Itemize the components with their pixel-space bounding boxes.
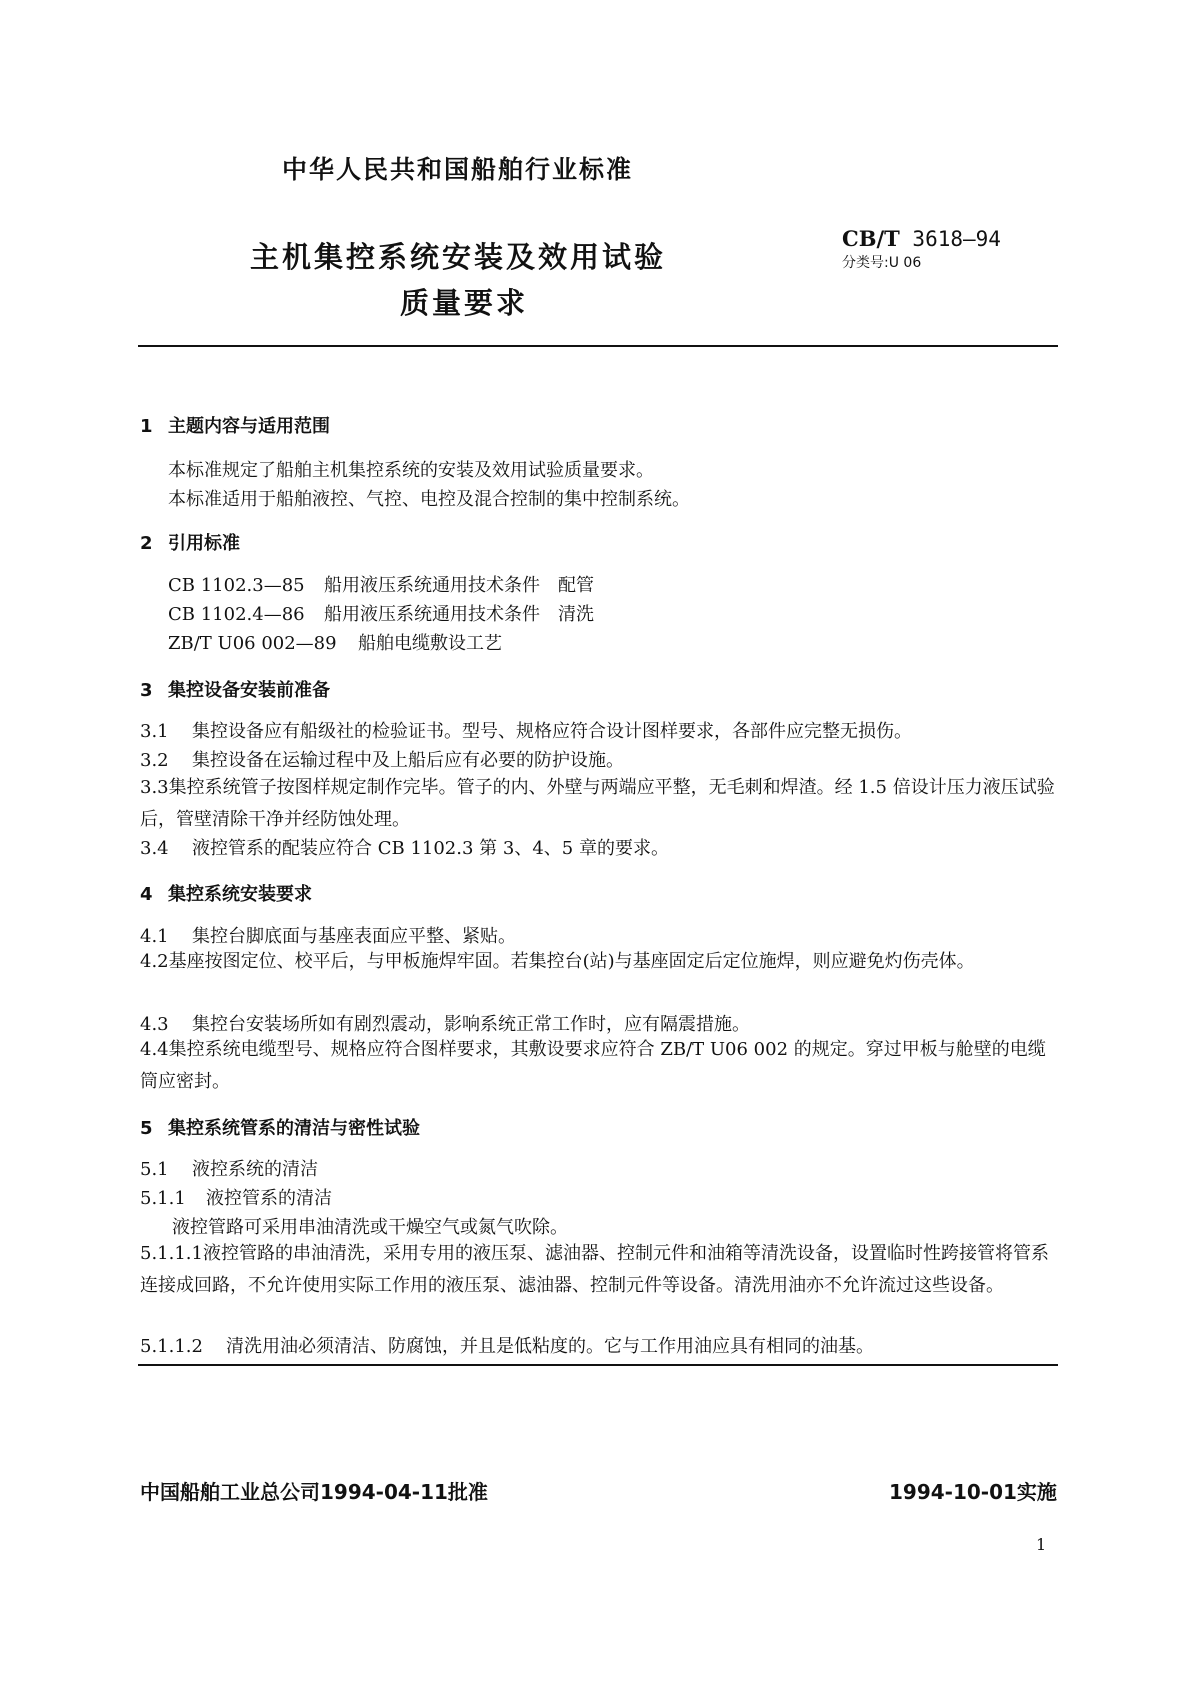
paragraph: 本标准规定了船舶主机集控系统的安装及效用试验质量要求。 [168,460,654,481]
section-4-heading [140,880,312,906]
classification-number: 分类号:U 06 [842,255,922,271]
section-title: 主题内容与适用范围 [168,416,330,437]
reference-item [168,629,502,655]
clause-number: 5.1.1.2 [140,1336,203,1357]
clause-3-1 [140,717,912,743]
section-number: 4 [140,884,153,905]
clause-text: 清洗用油必须清洁、防腐蚀，并且是低粘度的。它与工作用油应具有相同的油基。 [226,1336,874,1357]
clause-number: 3.3 [140,777,169,798]
clause-number: 3.2 [140,750,169,771]
clause-text: 液控系统的清洁 [192,1159,318,1180]
reference-name: 船用液压系统通用技术条件 [324,604,540,625]
clause-3-2 [140,746,624,772]
standard-prefix: CB/T [842,226,900,251]
clause-text: 集控设备在运输过程中及上船后应有必要的防护设施。 [192,750,624,771]
clause-text: 集控系统电缆型号、规格应符合图样要求，其敷设要求应符合 ZB/T U06 002 的规定。穿过甲板与舱壁的电缆筒应密封。 [140,1039,1046,1092]
paragraph: 液控管路可采用串油清洗或干燥空气或氮气吹除。 [172,1217,568,1238]
clause-4-4 [140,1034,1062,1098]
section-number: 3 [140,680,153,701]
clause-text: 液控管路的串油清洗，采用专用的液压泵、滤油器、控制元件和油箱等清洗设备，设置临时性跨接管将管系连接成回路，不允许使用实际工作用的液压泵、滤油器、控制元件等设备。清洗用油亦不允许流过这些设备。 [140,1243,1049,1296]
reference-part: 清洗 [558,604,594,625]
clause-text: 集控台安装场所如有剧烈震动，影响系统正常工作时，应有隔震措施。 [192,1014,750,1035]
section-number: 5 [140,1118,153,1139]
clause-number: 5.1.1.1 [140,1243,203,1264]
header-rule [138,345,1058,347]
section-1-heading [140,412,330,438]
clause-text: 基座按图定位、校平后，与甲板施焊牢固。若集控台(站)与基座固定后定位施焊，则应避免灼伤壳体。 [168,951,975,972]
approval-statement: 中国船舶工业总公司1994-04-11批准 [140,1480,488,1504]
section-number: 1 [140,416,153,437]
clause-4-3 [140,1010,750,1036]
clause-3-3 [140,772,1062,836]
clause-4-2 [140,946,1062,978]
reference-part: 配管 [558,575,594,596]
section-number: 2 [140,533,153,554]
clause-number: 3.1 [140,721,169,742]
clause-3-4 [140,834,669,860]
section-title: 集控系统管系的清洁与密性试验 [168,1118,420,1139]
reference-name: 船舶电缆敷设工艺 [358,633,502,654]
clause-number: 5.1 [140,1159,169,1180]
standard-code [842,226,1001,251]
footer-rule [138,1364,1058,1366]
clause-5-1 [140,1155,318,1181]
section-title: 集控设备安装前准备 [168,680,330,701]
reference-name: 船用液压系统通用技术条件 [324,575,540,596]
section-title: 集控系统安装要求 [168,884,312,905]
clause-number: 4.1 [140,926,169,947]
section-5-heading [140,1114,420,1140]
clause-number: 4.4 [140,1039,169,1060]
reference-code: CB 1102.3—85 [168,575,305,596]
clause-number: 5.1.1 [140,1188,186,1209]
issuing-organization: 中华人民共和国船舶行业标准 [282,155,634,184]
clause-text: 集控系统管子按图样规定制作完毕。管子的内、外壁与两端应平整，无毛刺和焊渣。经 1.5 倍设计压力液压试验后，管壁清除干净并经防蚀处理。 [140,777,1055,830]
clause-5-1-1 [140,1184,332,1210]
reference-item [168,600,594,626]
paragraph: 本标准适用于船舶液控、气控、电控及混合控制的集中控制系统。 [168,489,690,510]
document-title-line-1: 主机集控系统安装及效用试验 [250,240,667,274]
clause-4-1 [140,922,516,948]
clause-number: 4.3 [140,1014,169,1035]
page-number: 1 [1036,1535,1047,1554]
reference-code: ZB/T U06 002—89 [168,633,337,654]
clause-text: 液控管系的配装应符合 CB 1102.3 第 3、4、5 章的要求。 [192,838,669,859]
reference-item [168,571,594,597]
standard-number: 3618—94 [912,227,1001,251]
document-title-line-2: 质量要求 [400,286,529,320]
section-title: 引用标准 [168,533,240,554]
effective-date: 1994-10-01实施 [889,1480,1057,1504]
reference-code: CB 1102.4—86 [168,604,305,625]
section-2-heading [140,529,240,555]
clause-5-1-1-2 [140,1332,874,1358]
clause-number: 3.4 [140,838,169,859]
clause-text: 液控管系的清洁 [206,1188,332,1209]
clause-5-1-1-1 [140,1238,1062,1302]
clause-text: 集控台脚底面与基座表面应平整、紧贴。 [192,926,516,947]
section-3-heading [140,676,330,702]
clause-number: 4.2 [140,951,169,972]
clause-text: 集控设备应有船级社的检验证书。型号、规格应符合设计图样要求，各部件应完整无损伤。 [192,721,912,742]
